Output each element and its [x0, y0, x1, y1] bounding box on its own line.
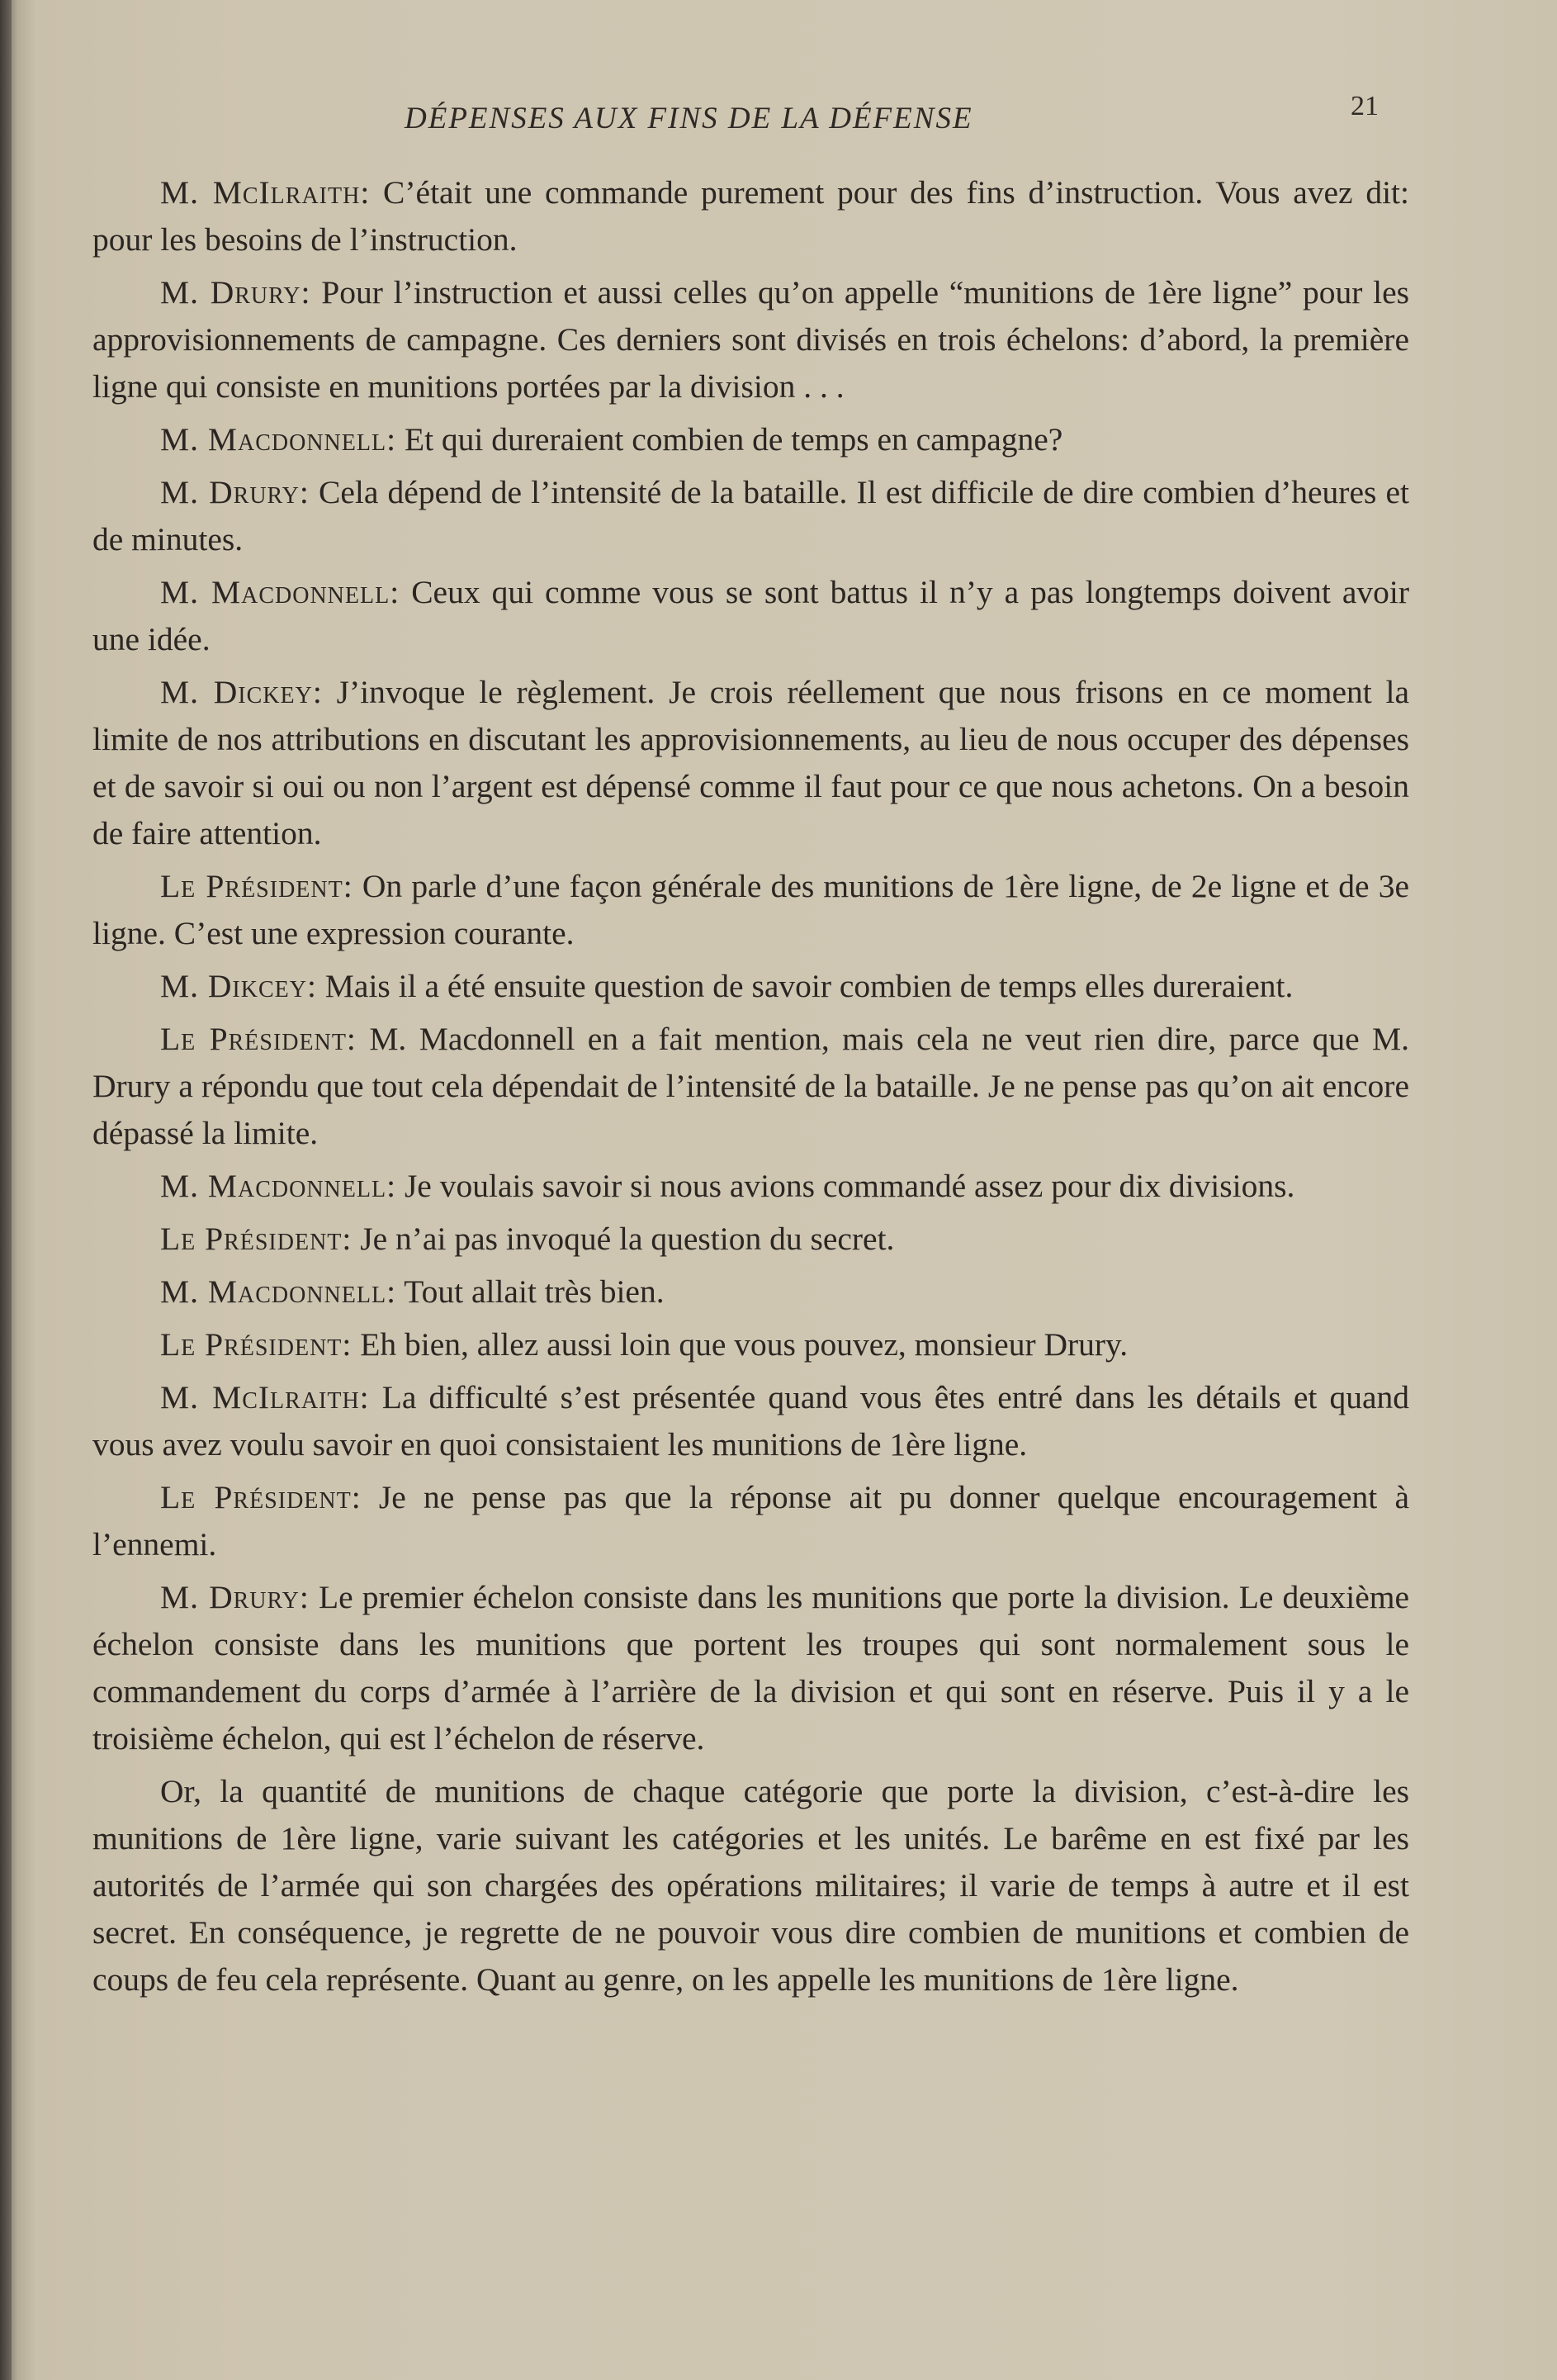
paragraph-text: La difficulté s’est présentée quand vous êtes entré dans les détails et quand vous avez voulu savoir en quoi consistaient les munitions de 1ère ligne.	[92, 1379, 1410, 1463]
paragraph-text: Or, la quantité de munitions de chaque catégorie que porte la division, c’est-à-dire les munitions de 1ère ligne, varie suivant les catégories et les unités. Le barême en est fixé par les autorités de l’armée qui son chargées des opérations militaires; il varie de temps à autre et il est secret. En conséquence, je regrette de ne pouvoir vous dire combien de munitions et combien de coups de feu cela représente. Quant au genre, on les appelle les munitions de 1ère ligne.	[92, 1773, 1409, 1998]
speaker-name: M. Drury:	[160, 274, 311, 311]
speaker-name: M. Macdonnell:	[160, 421, 397, 458]
paragraph-text: Je ne pense pas que la réponse ait pu donner quelque encouragement à l’ennemi.	[92, 1479, 1409, 1562]
speaker-name: M. Drury:	[160, 474, 310, 510]
paragraph-text: On parle d’une façon générale des munitions de 1ère ligne, de 2e ligne et de 3e ligne. C’est une expression courante.	[92, 868, 1410, 951]
paragraph	[92, 269, 1409, 410]
speaker-name: M. Macdonnell:	[160, 1168, 397, 1204]
speaker-name: Le Président:	[160, 1021, 357, 1057]
paragraph	[92, 1768, 1409, 2003]
paragraph-text: Tout allait très bien.	[404, 1273, 665, 1310]
paragraph	[92, 1163, 1409, 1210]
page-number: 21	[1351, 91, 1379, 121]
speaker-name: M. McIlraith:	[160, 1379, 370, 1415]
paragraph	[92, 963, 1409, 1010]
speaker-name: M. Macdonnell:	[160, 1273, 397, 1310]
book-spine-shadow	[0, 0, 12, 2380]
paragraph-text: Pour l’instruction et aussi celles qu’on appelle “munitions de 1ère ligne” pour les approvisionnements de campagne. Ces derniers sont divisés en trois échelons: d’abord, la première ligne qui consiste en munitions portées par la division . . .	[92, 274, 1409, 405]
paragraph	[92, 169, 1409, 263]
paragraph	[92, 1374, 1409, 1468]
paragraph	[92, 669, 1409, 857]
paragraph	[92, 1474, 1409, 1568]
speaker-name: Le Président:	[160, 1479, 362, 1515]
paragraph-text: M. Macdonnell en a fait mention, mais cela ne veut rien dire, parce que M. Drury a répondu que tout cela dépendait de l’intensité de la bataille. Je ne pense pas qu’on ait encore dépassé la limite.	[92, 1021, 1410, 1151]
paragraph-text: Mais il a été ensuite question de savoir combien de temps elles dureraient.	[324, 968, 1294, 1004]
paragraph	[92, 416, 1409, 463]
speaker-name: Le Président:	[160, 1326, 353, 1363]
page-header	[91, 89, 1379, 139]
paragraph-text: J’invoque le règlement. Je crois réellement que nous frisons en ce moment la limite de nos attributions en discutant les approvisionnements, au lieu de nous occuper des dépenses et de savoir si oui ou non l’argent est dépensé comme il faut pour ce que nous achetons. On a besoin de faire attention.	[92, 674, 1409, 851]
paragraph	[92, 1321, 1409, 1368]
paragraph	[92, 569, 1409, 663]
paragraph-text: Je n’ai pas invoqué la question du secret.	[360, 1221, 895, 1257]
speaker-name: M. Dickey:	[160, 674, 323, 710]
paragraph	[92, 1574, 1409, 1762]
speaker-name: M. McIlraith:	[160, 174, 371, 211]
paragraph-text: C’était une commande purement pour des fins d’instruction. Vous avez dit: pour les besoins de l’instruction.	[92, 174, 1409, 258]
running-title: DÉPENSES AUX FINS DE LA DÉFENSE	[405, 102, 973, 135]
paragraph	[92, 469, 1409, 563]
paragraph	[92, 863, 1409, 957]
paragraph-text: Cela dépend de l’intensité de la bataille. Il est difficile de dire combien d’heures et de minutes.	[92, 474, 1410, 557]
paragraph	[92, 1216, 1409, 1263]
paragraph-text: Eh bien, allez aussi loin que vous pouvez, monsieur Drury.	[360, 1326, 1129, 1363]
paragraph-text: Ceux qui comme vous se sont battus il n’y a pas longtemps doivent avoir une idée.	[92, 574, 1409, 657]
speaker-name: Le Président:	[160, 1221, 353, 1257]
paragraph	[92, 1016, 1409, 1157]
speaker-name: Le Président:	[160, 868, 353, 904]
paragraph-text: Et qui dureraient combien de temps en campagne?	[404, 421, 1063, 458]
paragraph	[92, 1268, 1409, 1316]
speaker-name: M. Drury:	[160, 1579, 310, 1615]
paragraph-text: Je voulais savoir si nous avions commandé assez pour dix divisions.	[404, 1168, 1295, 1204]
speaker-name: M. Macdonnell:	[160, 574, 400, 610]
speaker-name: M. Dikcey:	[160, 968, 317, 1004]
page-body	[92, 169, 1409, 2009]
paragraph-text: Le premier échelon consiste dans les munitions que porte la division. Le deuxième échelon consiste dans les munitions que portent les troupes qui sont normalement sous le commandement du corps d’armée à l’arrière de la division et qui sont en réserve. Puis il y a le troisième échelon, qui est l’échelon de réserve.	[92, 1579, 1409, 1757]
